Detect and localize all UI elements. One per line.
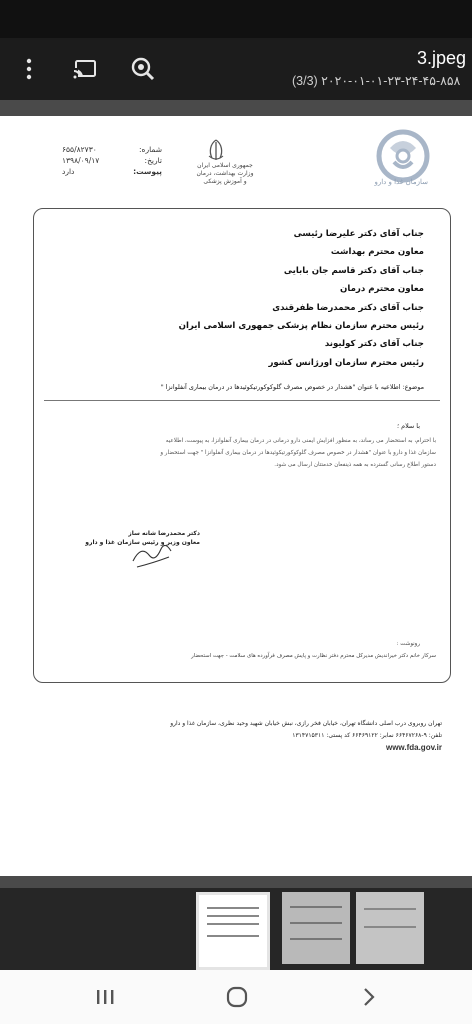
attachment-label: پیوست: (133, 167, 162, 176)
addressee-line: رئیس محترم سازمان اورژانس کشور (268, 357, 424, 368)
date-value: ۱۳۹۸/۰۹/۱۷ (62, 156, 100, 165)
thumbnail-strip (0, 888, 472, 970)
addressee-line: معاون محترم درمان (340, 284, 424, 295)
letterhead (0, 116, 472, 214)
back-icon[interactable] (356, 984, 382, 1010)
addressee-line: جناب آقای دکتر محمدرضا ظفرقندی (272, 302, 424, 313)
image-viewer[interactable] (0, 100, 472, 878)
file-subtitle: (3/3) ۲۰۲۰-۰۱-۰۱-۲۳-۲۴-۴۵-۸۵۸ (292, 74, 461, 88)
thumbnail-3[interactable] (356, 892, 424, 964)
addressee-line: جناب آقای دکتر قاسم جان بابایی (283, 265, 424, 276)
signatory-title: معاون وزیر و رئیس سازمان غذا و دارو (85, 539, 200, 546)
date-label: تاریخ: (144, 156, 162, 165)
attachment-value: دارد (62, 167, 75, 176)
thumbnail-1[interactable] (196, 892, 270, 970)
logo-text: سازمان غذا و دارو (374, 178, 428, 186)
divider (44, 400, 440, 401)
system-nav-bar (0, 970, 472, 1024)
cc-label: رونوشت : (396, 641, 420, 647)
body-line: با احترام، به استحضار می رساند، به منظور افزایش ایمنی دارو درمانی در درمان بیماری آنفلوانزا، به پیوست، اطلاعیه (165, 438, 436, 444)
signature-icon (129, 539, 177, 571)
addressee-line: معاون محترم بهداشت (330, 247, 424, 258)
footer-phone: تلفن: ۹-۶۶۴۶۷۲۶۸ نمابر: ۶۶۴۶۹۱۲۲ کد پستی: ۱۳۱۴۷۱۵۳۱۱ (292, 732, 442, 739)
lens-search-icon[interactable] (130, 56, 156, 82)
addressee-line: رئیس محترم سازمان نظام پزشکی جمهوری اسلامی ایران (178, 321, 424, 332)
body-line: سازمان غذا و دارو با عنوان "هشدار در خصوص مصرف گلوکوکورتیکوئیدها در درمان بیماری آنفلوانزا " جهت استحضار و (160, 450, 436, 456)
addressee-line: جناب آقای دکتر کولیوند (324, 339, 424, 350)
letter-body (34, 435, 436, 471)
document-page (0, 116, 472, 876)
signatory-name: دکتر محمدرضا شانه ساز (128, 530, 200, 537)
viewer-toolbar (0, 38, 472, 100)
number-value: ۶۵۵/۸۲۷۳۰ (62, 145, 97, 154)
file-title: 3.jpeg (416, 48, 466, 68)
body-line: دستور اطلاع رسانی گسترده به همه ذینفعان خدمتتان ارسال می شود. (274, 462, 436, 468)
footer-address: تهران روبروی درب اصلی دانشگاه تهران، خیابان فخر رازی، نبش خیابان شهید وحید نظری، سازمان غذا و دارو (170, 720, 442, 727)
cc-text: سرکار خانم دکتر خیراندیش مدیرکل محترم دفتر نظارت و پایش مصرف فرآورده های سلامت - جهت استحضار (191, 653, 436, 659)
more-vert-icon[interactable] (16, 56, 42, 82)
home-icon[interactable] (224, 984, 250, 1010)
greeting: با سلام ؛ (397, 422, 420, 430)
cast-icon[interactable] (72, 56, 98, 82)
addressee-line: جناب آقای دکتر علیرضا رئیسی (293, 229, 424, 239)
status-bar (0, 0, 472, 38)
letter-meta (62, 144, 162, 177)
letter-footer (22, 718, 442, 754)
recents-icon[interactable] (92, 984, 118, 1010)
letter-frame (33, 208, 451, 683)
number-label: شماره: (139, 145, 162, 154)
addressee-list (44, 225, 424, 372)
ministry-name: جمهوری اسلامی ایران وزارت بهداشت، درمان و آموزش پزشکی (196, 162, 254, 185)
footer-website: www.fda.gov.ir (385, 743, 442, 752)
thumbnail-2[interactable] (282, 892, 350, 964)
emblem-icon (200, 138, 232, 162)
letter-subject: موضوع: اطلاعیه با عنوان "هشدار در خصوص مصرف گلوکوکورتیکوئیدها در درمان بیماری آنفلوانزا " (160, 383, 424, 391)
